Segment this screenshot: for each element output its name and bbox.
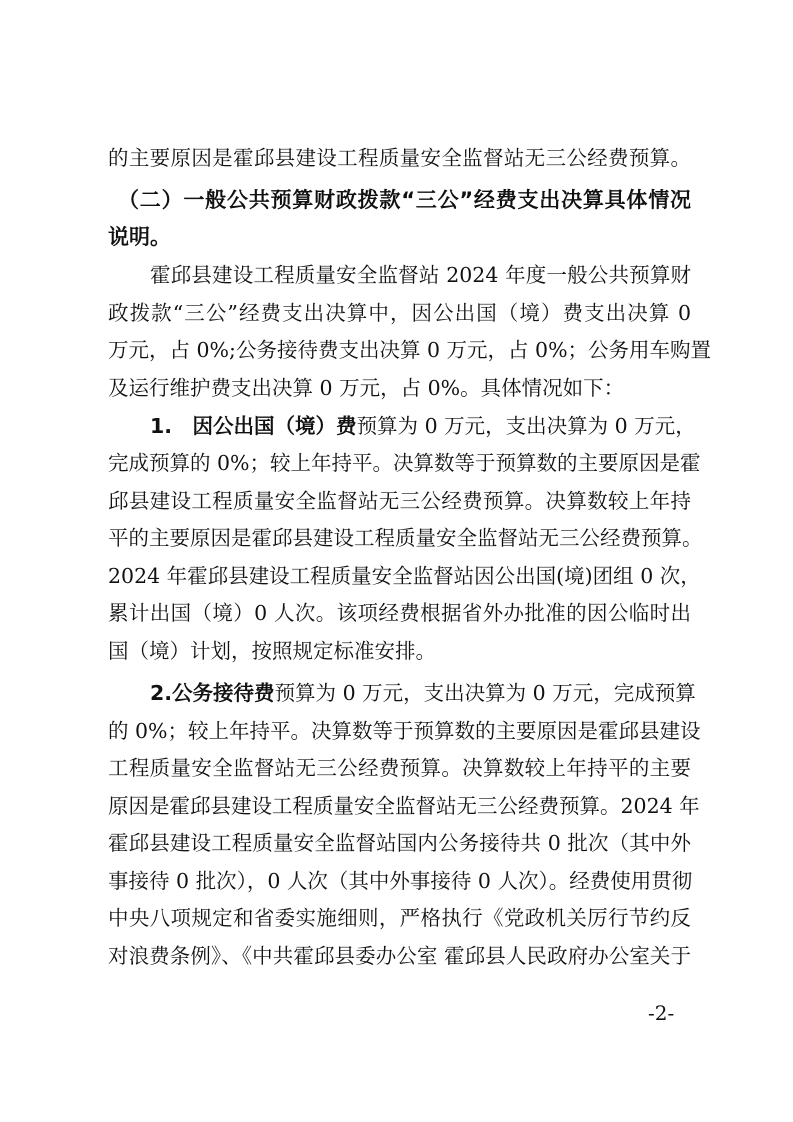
body-text-line: 中央八项规定和省委实施细则，严格执行《党政机关厉行节约反 <box>108 906 691 930</box>
body-text-line: 累计出国（境）0 人次。该项经费根据省外办批准的因公临时出 <box>108 601 691 625</box>
body-text-line: 政拨款“三公”经费支出决算中，因公出国（境）费支出决算 0 <box>108 301 691 325</box>
body-text-line: 国（境）计划，按照规定标准安排。 <box>108 639 436 663</box>
item-1-first-line <box>150 411 696 441</box>
body-text-line: 的主要原因是霍邱县建设工程质量安全监督站无三公经费预算。 <box>108 146 691 170</box>
body-text-line: 事接待 0 批次），0 人次（其中外事接待 0 人次）。经费使用贯彻 <box>108 869 693 893</box>
item-2-first-line <box>150 678 696 708</box>
item-2-text: 预算为 0 万元，支出决算为 0 万元，完成预算 <box>274 681 696 705</box>
item-1-text: 预算为 0 万元，支出决算为 0 万元， <box>356 414 696 438</box>
body-text-line: 霍邱县建设工程质量安全监督站国内公务接待共 0 批次（其中外 <box>108 831 691 855</box>
page-number: -2- <box>648 1001 675 1025</box>
body-text-line: 万元，占 0%;公务接待费支出决算 0 万元，占 0%；公务用车购置 <box>108 338 712 362</box>
body-text-line: 平的主要原因是霍邱县建设工程质量安全监督站无三公经费预算。 <box>108 526 703 550</box>
body-text-line: 完成预算的 0%；较上年持平。决算数等于预算数的主要原因是霍 <box>108 451 701 475</box>
body-text-line: 工程质量安全监督站无三公经费预算。决算数较上年持平的主要 <box>108 756 691 780</box>
body-text-line: 霍邱县建设工程质量安全监督站 2024 年度一般公共预算财 <box>150 263 691 287</box>
item-2-title: 2.公务接待费 <box>150 681 275 705</box>
body-text-line: 原因是霍邱县建设工程质量安全监督站无三公经费预算。2024 年 <box>108 794 700 818</box>
body-text-line: 及运行维护费支出决算 0 万元，占 0%。具体情况如下： <box>108 376 625 400</box>
section-heading: （二）一般公共预算财政拨款“三公”经费支出决算具体情况 <box>118 188 691 212</box>
body-text-line: 对浪费条例》、《中共霍邱县委办公室 霍邱县人民政府办公室关于 <box>108 944 691 968</box>
body-text-line: 2024 年霍邱县建设工程质量安全监督站因公出国(境)团组 0 次， <box>108 564 701 588</box>
section-heading-cont: 说明。 <box>108 225 171 249</box>
item-1-title: 1. 因公出国（境）费 <box>150 414 357 438</box>
body-text-line: 的 0%；较上年持平。决算数等于预算数的主要原因是霍邱县建设 <box>108 719 701 743</box>
body-text-line: 邱县建设工程质量安全监督站无三公经费预算。决算数较上年持 <box>108 489 691 513</box>
